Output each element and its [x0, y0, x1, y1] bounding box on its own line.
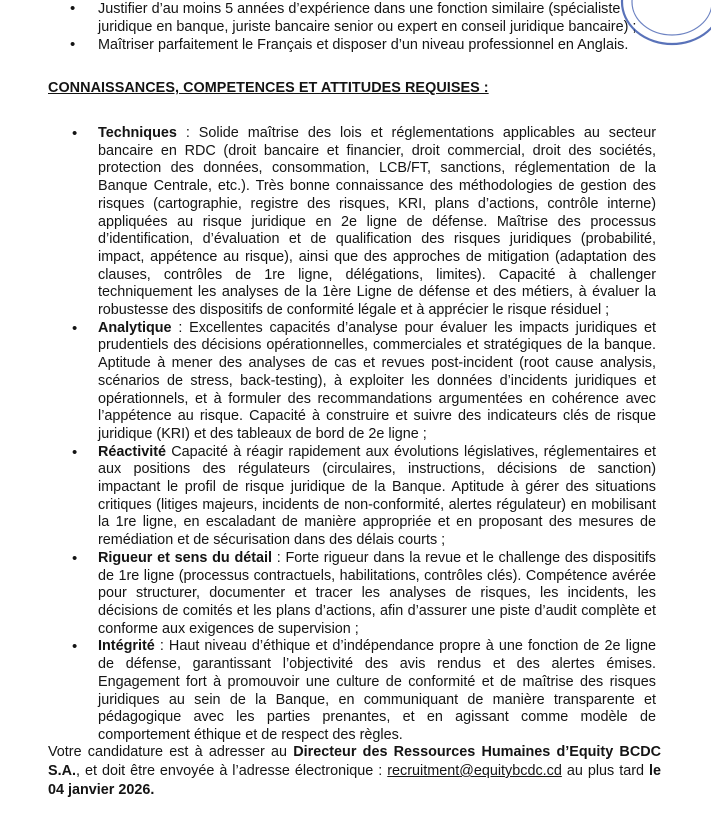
email-link[interactable]: recruitment@equitybcdc.cd	[387, 763, 562, 779]
requirement-item: • Maîtriser parfaitement le Français et disposer d’un niveau professionnel en Anglais.	[66, 36, 676, 54]
skill-title: Techniques	[98, 125, 177, 141]
skill-title: Rigueur et sens du détail	[98, 549, 273, 566]
closing-mid: , et doit être envoyée à l’adresse électronique :	[76, 763, 388, 779]
skill-title: Intégrité	[98, 638, 155, 655]
skill-item-reactivite	[66, 444, 656, 550]
requirements-list	[66, 0, 676, 54]
closing-intro: Votre candidature est à adresser au	[48, 744, 294, 760]
requirement-item: • Justifier d’au moins 5 années d’expérience dans une fonction similaire (spécialiste juridique en banque, juriste bancaire senior ou expert en conseil juridique bancaire) ;	[66, 0, 676, 36]
deadline: le 04 janvier 2026.	[48, 763, 661, 798]
skill-item-analytique	[66, 320, 656, 444]
section-heading: CONNAISSANCES, COMPETENCES ET ATTITUDES REQUISES :	[48, 80, 489, 96]
skills-list	[66, 125, 656, 745]
skill-item-rigueur	[66, 550, 656, 639]
deadline-prefix: au plus tard	[561, 763, 649, 779]
skill-text: Capacité à réagir rapidement aux évolutions législatives, réglementaires et aux positions des régulateurs (circulaires, instructions, décisions de sanction) impactant le profil de risque juridique de la Banque. Aptitude à gérer des situations critiques (litiges majeurs, incidents de non-conformité, alertes régulateur) en mobilisant la 1re ligne, en escaladant de manière appropriée et en proposant des mesures de remédiation et de sécurisation dans des délais courts ;	[98, 443, 656, 549]
skill-text: : Solide maîtrise des lois et réglementations applicables au secteur bancaire en RDC (droit bancaire et financier, droit commercial, droit des sociétés, protection des données, consommation, LCB/FT, sanctions, réglementation de la Banque Centrale, etc.). Très bonne connaissance des méthodologies de gestion des risques (cartographie, registre des risques, KRI, plans d’actions, contrôle interne) appliquées au risque juridique en 2e ligne de défense. Maîtrise des processus d’identification, d’évaluation et de qualification des risques juridiques (probabilité, impact, appétence au risque), ainsi que des approches de mitigation (adaptation des clauses, contrôles de 1re ligne, délégations, limites). Capacité à challenger techniquement les analyses de la 1ère Ligne de défense et des métiers, à évaluer la robustesse des dispositifs de conformité légale et à apprécier le risque résiduel ;	[98, 125, 656, 319]
skill-title: Analytique	[98, 319, 172, 336]
recipient: Directeur des Ressources Humaines d’Equity BCDC S.A.	[48, 744, 661, 779]
skill-text: : Forte rigueur dans la revue et le challenge des dispositifs de 1re ligne (processus contractuels, habilitations, contrôles clés). Compétence avérée pour structurer, documenter et tracer les analyses de risques, les incidents, les décisions de comités et les plans d’actions, afin d’assurer une piste d’audit complète et conforme aux exigences de supervision ;	[98, 549, 656, 637]
skill-text: : Excellentes capacités d’analyse pour évaluer les impacts juridiques et prudentiels des décisions opérationnelles, commerciales et stratégiques de la banque. Aptitude à mener des analyses de cas et revues post-incident (root cause analysis, scénarios de stress, back-testing), à exploiter les données d’incidents juridiques et opérationnels, et à formuler des recommandations argumentées en cohérence avec l’appétence au risque. Capacité à construire et suivre des indicateurs clés de risque juridique (KRI) et des tableaux de bord de 2e ligne ;	[98, 319, 656, 442]
official-stamp	[612, 0, 711, 48]
skill-title: Réactivité	[98, 443, 166, 460]
skill-item-integrite	[66, 638, 656, 744]
skill-text: : Haut niveau d’éthique et d’indépendance propre à une fonction de 2e ligne de défense, garantissant l’objectivité des avis rendus et des alertes émises. Engagement fort à promouvoir une culture de conformité et de maîtrise des risques juridiques au sein de la Banque, en communiquant de manière transparente et pédagogique avec les parties prenantes, et en agissant comme modèle de comportement éthique et de respect des règles.	[98, 638, 656, 743]
skill-item-techniques	[66, 125, 656, 320]
application-instructions	[48, 743, 661, 800]
